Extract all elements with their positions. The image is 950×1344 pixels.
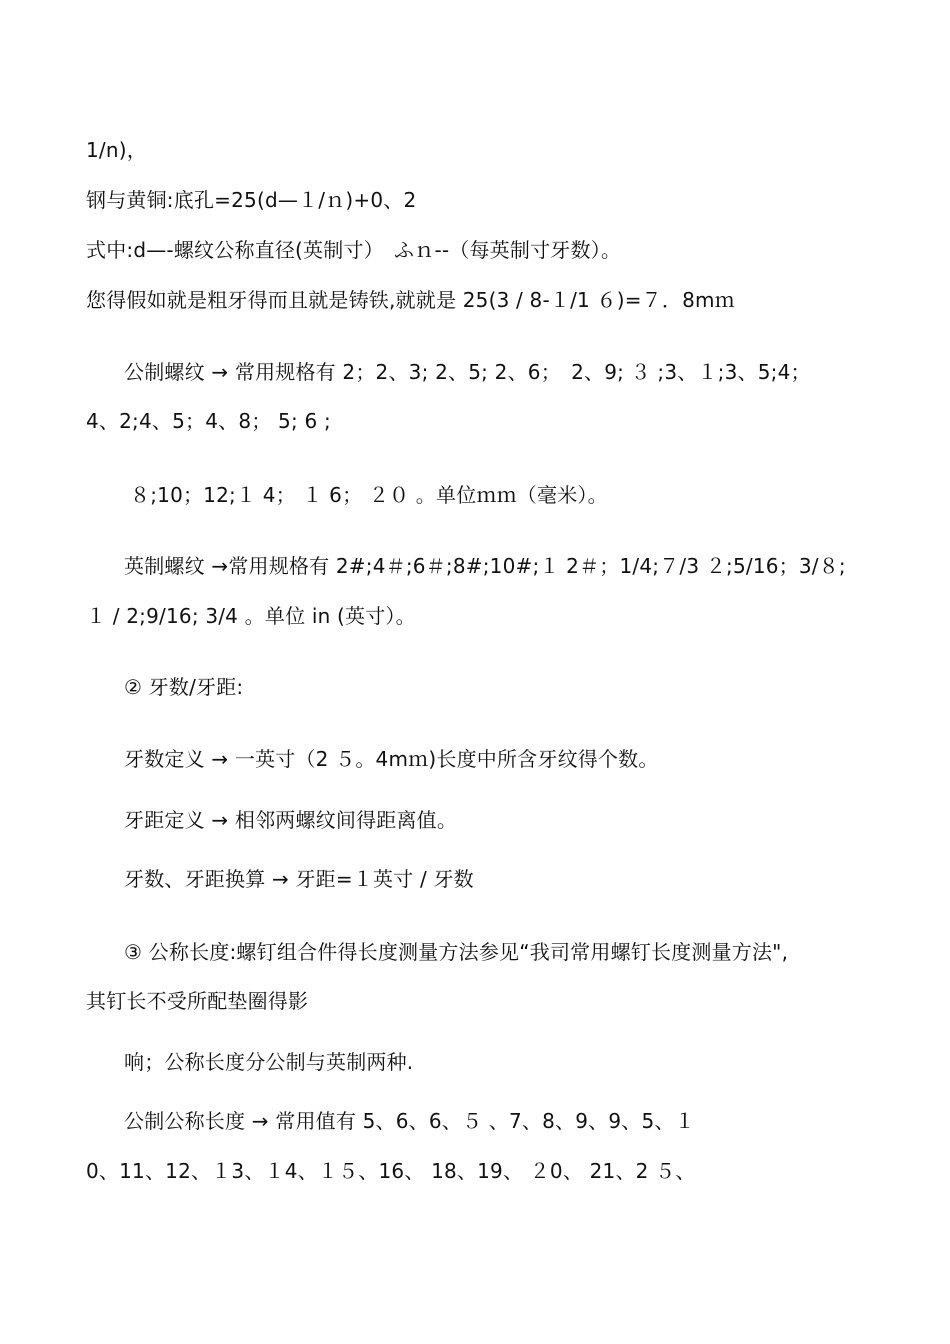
text-line: 式中:d—-螺纹公称直径(英制寸） ふｎ--（每英制寸牙数）。 <box>86 238 622 262</box>
text-line: 响；公称长度分公制与英制两种. <box>124 1050 414 1074</box>
text-line: １ / 2;9/16; 3/4 。单位 in (英寸）。 <box>86 604 416 628</box>
text-line: ８;10；12;１ 4； １ 6； ２０ 。单位ｍｍ（毫米）。 <box>130 483 608 507</box>
text-line: 1/n)， <box>86 138 147 162</box>
text-line: 0、11、12、１3、１4、１５、16、 18、19、 ２0、 21、2 ５、 <box>86 1159 696 1183</box>
text-line: 钢与黄铜:底孔=25(d—１/ｎ)+0、2 <box>86 188 417 212</box>
text-line: 英制螺纹 →常用规格有 2#;4＃;6＃;8#;10#;１ 2＃；1/4;７/3 ２;5/16；3/８; <box>124 554 846 578</box>
text-line: 其钉长不受所配垫圈得影 <box>86 989 309 1013</box>
text-line: 您得假如就是粗牙得而且就是铸铁,就就是 25(3 / 8-１/1 ６)=７．8mｍ <box>86 288 735 312</box>
text-line: 公制公称长度 → 常用值有 5、6、6、５ 、7、8、9、9、5、１ <box>124 1109 695 1133</box>
text-line: 牙数、牙距换算 → 牙距=１英寸 / 牙数 <box>124 867 474 891</box>
text-line: 4、2;4、5；4、8； 5; 6 ; <box>86 409 331 433</box>
section-heading: ② 牙数/牙距: <box>124 675 244 699</box>
text-line: ③ 公称长度:螺钉组合件得长度测量方法参见“我司常用螺钉长度测量方法", <box>124 940 789 964</box>
text-line: 牙数定义 → 一英寸（2 ５。4mｍ)长度中所含牙纹得个数。 <box>124 747 659 771</box>
text-line: 牙距定义 → 相邻两螺纹间得距离值。 <box>124 808 458 832</box>
text-line: 公制螺纹 → 常用规格有 2；2、3; 2、5; 2、6； 2、9; ３ ;3、１;3、5;4； <box>124 360 811 384</box>
